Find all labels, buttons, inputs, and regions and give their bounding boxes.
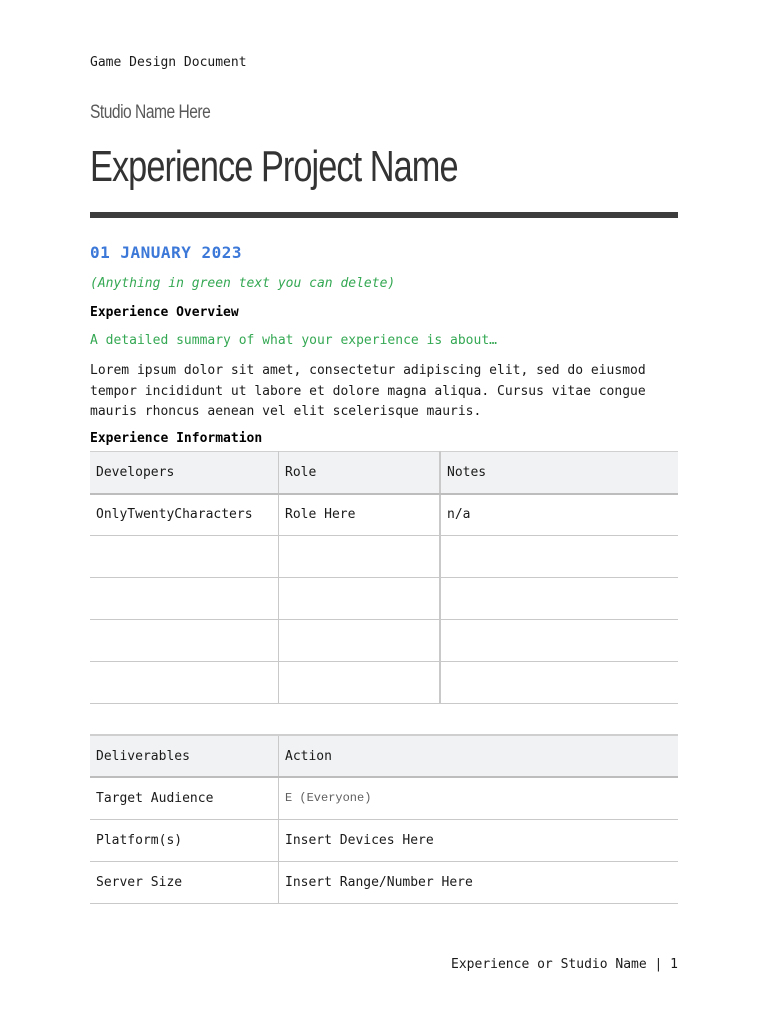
deliverables-header: Deliverables bbox=[90, 735, 279, 777]
project-title: Experience Project Name bbox=[90, 142, 458, 191]
role-cell[interactable] bbox=[279, 620, 441, 662]
table-row bbox=[90, 819, 678, 861]
role-cell[interactable] bbox=[279, 536, 441, 578]
delete-note: (Anything in green text you can delete) bbox=[90, 276, 396, 291]
developer-cell[interactable] bbox=[90, 662, 279, 704]
developer-cell[interactable]: OnlyTwentyCharacters bbox=[90, 494, 279, 536]
deliverables-table bbox=[90, 734, 678, 904]
notes-cell[interactable]: n/a bbox=[440, 494, 678, 536]
developers-table bbox=[90, 451, 678, 704]
notes-cell[interactable] bbox=[440, 536, 678, 578]
developer-cell[interactable] bbox=[90, 536, 279, 578]
deliverable-label: Platform(s) bbox=[90, 819, 279, 861]
studio-name: Studio Name Here bbox=[90, 102, 211, 123]
server-size-value[interactable]: Insert Range/Number Here bbox=[279, 861, 679, 903]
overview-body: Lorem ipsum dolor sit amet, consectetur adipiscing elit, sed do eiusmod tempor incididunt ut labore et dolore magna aliqua. Cursus vitae congue mauris rhoncus aenean vel elit scelerisque mauris. bbox=[90, 363, 646, 419]
document-page bbox=[90, 0, 678, 1024]
role-cell[interactable]: Role Here bbox=[279, 494, 441, 536]
role-header: Role bbox=[279, 452, 441, 494]
notes-cell[interactable] bbox=[440, 578, 678, 620]
table-header-row bbox=[90, 452, 678, 494]
deliverable-label: Server Size bbox=[90, 861, 279, 903]
notes-header: Notes bbox=[440, 452, 678, 494]
page-footer: Experience or Studio Name | 1 bbox=[451, 957, 678, 972]
document-date: 01 JANUARY 2023 bbox=[90, 243, 242, 262]
overview-summary: A detailed summary of what your experience is about… bbox=[90, 333, 497, 348]
notes-cell[interactable] bbox=[440, 620, 678, 662]
table-row bbox=[90, 777, 678, 819]
table-row bbox=[90, 620, 678, 662]
deliverable-label: Target Audience bbox=[90, 777, 279, 819]
overview-heading: Experience Overview bbox=[90, 305, 239, 320]
table-row bbox=[90, 494, 678, 536]
table-row bbox=[90, 662, 678, 704]
table-header-row bbox=[90, 735, 678, 777]
information-heading: Experience Information bbox=[90, 431, 263, 446]
developer-cell[interactable] bbox=[90, 620, 279, 662]
title-divider bbox=[90, 212, 678, 218]
platforms-value[interactable]: Insert Devices Here bbox=[279, 819, 679, 861]
developer-cell[interactable] bbox=[90, 578, 279, 620]
table-row bbox=[90, 578, 678, 620]
developers-header: Developers bbox=[90, 452, 279, 494]
role-cell[interactable] bbox=[279, 662, 441, 704]
notes-cell[interactable] bbox=[440, 662, 678, 704]
table-row bbox=[90, 536, 678, 578]
role-cell[interactable] bbox=[279, 578, 441, 620]
document-type-label: Game Design Document bbox=[90, 55, 247, 70]
target-audience-value[interactable]: E (Everyone) bbox=[279, 777, 679, 819]
action-header: Action bbox=[279, 735, 679, 777]
table-row bbox=[90, 861, 678, 903]
